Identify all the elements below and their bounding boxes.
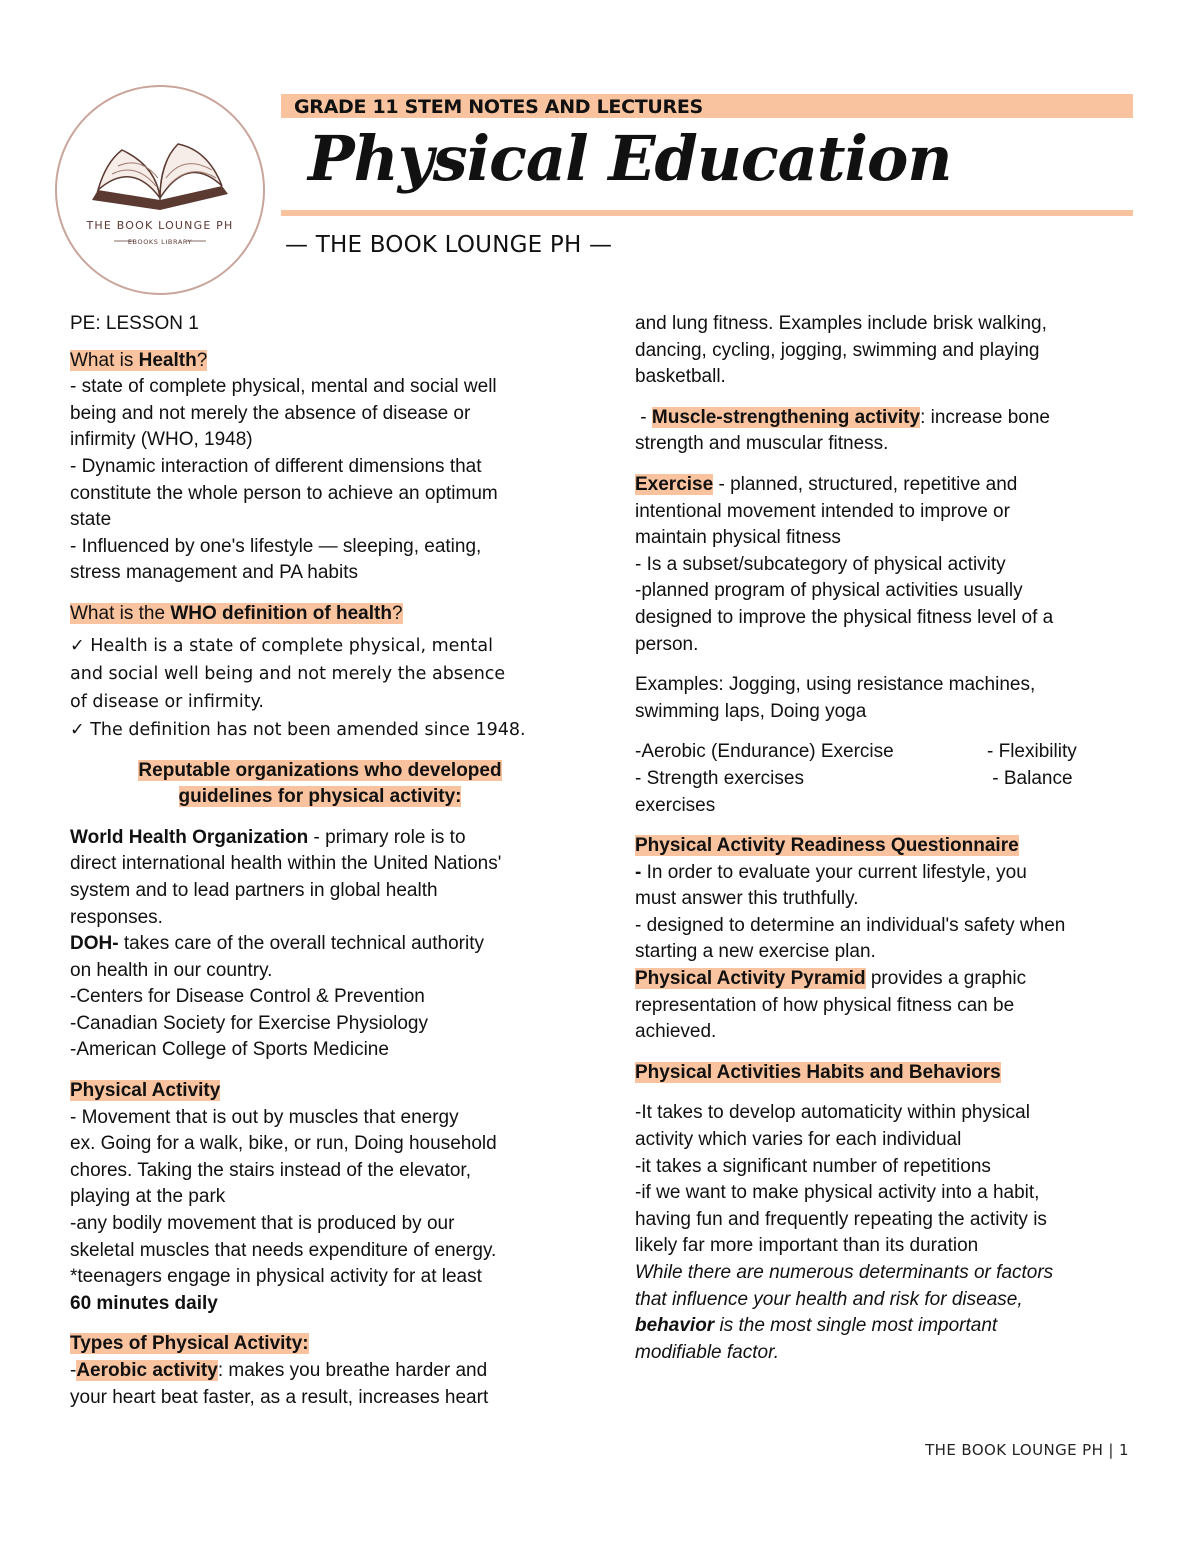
who-q-post: ?: [391, 602, 403, 624]
open-book-icon: [92, 144, 228, 210]
who-line: of disease or infirmity.: [70, 691, 264, 712]
parq-heading-text: Physical Activity Readiness Questionnaire: [635, 835, 1019, 857]
parq-dash: -: [635, 861, 642, 883]
pa-bold-end: 60 minutes daily: [70, 1292, 218, 1314]
pa-line: chores. Taking the stairs instead of the elevator,: [70, 1159, 471, 1181]
pa-line: -any bodily movement that is produced by our: [70, 1213, 455, 1235]
aerobic-line-2: your heart beat faster, as a result, increases heart: [70, 1386, 489, 1408]
italic-rest: is the most single most important: [714, 1315, 998, 1337]
types-grid-row: [635, 739, 1135, 766]
org-item: -Canadian Society for Exercise Physiology: [70, 1012, 429, 1034]
header-rule: [281, 210, 1133, 216]
examples-line: swimming laps, Doing yoga: [635, 700, 867, 722]
health-q-post: ?: [196, 349, 208, 371]
pa-heading: [70, 1078, 570, 1105]
italic-line: [635, 1313, 1135, 1340]
right-column: [635, 311, 1135, 1366]
pa-line: playing at the park: [70, 1186, 226, 1208]
parq-line: [635, 860, 1135, 887]
orgs-heading-line: guidelines for physical activity:: [178, 786, 462, 808]
habits-item: having fun and frequently repeating the activity is: [635, 1208, 1047, 1230]
doh-bold: DOH-: [70, 933, 119, 955]
exercise-item: maintain physical fitness: [635, 527, 841, 549]
examples-line: Examples: Jogging, using resistance machines,: [635, 674, 1036, 696]
aerobic-cont: and lung fitness. Examples include brisk walking,: [635, 313, 1047, 334]
habits-item: -it takes a significant number of repetitions: [635, 1155, 991, 1177]
habits-item: activity which varies for each individual: [635, 1129, 962, 1151]
types-heading: [70, 1331, 570, 1358]
italic-bold: behavior: [635, 1315, 715, 1337]
types-grid-row: [635, 766, 1135, 793]
exercise-item: intentional movement intended to improve or: [635, 500, 1010, 522]
doh-line: on health in our country.: [70, 959, 273, 981]
exercise-item: - Is a subset/subcategory of physical activity: [635, 553, 1006, 575]
who-question: [70, 601, 570, 628]
types-grid-cell: - Strength exercises: [635, 767, 804, 789]
types-heading-text: Types of Physical Activity:: [70, 1333, 309, 1355]
header-subtitle: GRADE 11 STEM NOTES AND LECTURES: [294, 96, 703, 118]
habits-heading: [635, 1060, 1135, 1087]
pyramid-rest: provides a graphic: [865, 968, 1027, 990]
types-grid-cell: - Flexibility: [987, 741, 1077, 763]
health-line: infirmity (WHO, 1948): [70, 429, 253, 451]
doh: [70, 931, 570, 958]
aerobic-rest: : makes you breathe harder and: [217, 1360, 488, 1381]
who-org-line: direct international health within the United Nations': [70, 853, 502, 875]
health-line: - Influenced by one's lifestyle — sleeping, eating,: [70, 535, 482, 557]
exercise-line: [635, 472, 1135, 499]
who-org-bold: World Health Organization: [70, 826, 309, 848]
org-item: -Centers for Disease Control & Prevention: [70, 986, 425, 1008]
logo-emblem: [52, 82, 268, 298]
aerobic-dash: -: [70, 1360, 77, 1381]
org-item: -American College of Sports Medicine: [70, 1039, 389, 1061]
muscle-rest: : increase bone: [920, 406, 1050, 428]
types-grid-cell: - Balance: [987, 767, 1073, 789]
doh-rest: takes care of the overall technical authority: [118, 933, 484, 955]
who-org: [70, 825, 570, 852]
health-line: state: [70, 509, 112, 531]
health-line: constitute the whole person to achieve an optimum: [70, 482, 498, 504]
who-org-line: system and to lead partners in global health: [70, 879, 438, 901]
aerobic-line: [70, 1358, 570, 1385]
exercise-item: designed to improve the physical fitness level of a: [635, 606, 1054, 628]
orgs-heading: [70, 784, 570, 811]
who-q-bold: WHO definition of health: [170, 602, 392, 624]
pa-line: ex. Going for a walk, bike, or run, Doing household: [70, 1133, 497, 1155]
muscle-line: [635, 405, 1135, 432]
aerobic-bold: Aerobic activity: [76, 1360, 218, 1381]
types-grid-cell: -Aerobic (Endurance) Exercise: [635, 741, 894, 763]
health-q-pre: What is: [70, 349, 139, 371]
page-footer: THE BOOK LOUNGE PH | 1: [925, 1441, 1129, 1459]
health-q-bold: Health: [138, 349, 197, 371]
parq-heading: [635, 833, 1135, 860]
italic-line: that influence your health and risk for disease,: [635, 1288, 1023, 1310]
muscle-bold: Muscle-strengthening activity: [651, 406, 921, 428]
habits-heading-text: Physical Activities Habits and Behaviors: [635, 1061, 1001, 1083]
who-org-line: responses.: [70, 906, 163, 928]
pa-line: skeletal muscles that needs expenditure of energy.: [70, 1239, 497, 1261]
pyramid-item: representation of how physical fitness can be: [635, 994, 1015, 1016]
italic-last: modifiable factor.: [635, 1341, 779, 1363]
pyramid-line: [635, 966, 1135, 993]
health-question: [70, 348, 570, 375]
parq-rest: In order to evaluate your current lifestyle, you: [641, 861, 1027, 883]
habits-item: -if we want to make physical activity into a habit,: [635, 1182, 1040, 1204]
header-brand: — THE BOOK LOUNGE PH —: [285, 232, 613, 258]
exercise-item: -planned program of physical activities usually: [635, 580, 1023, 602]
exercise-rest: - planned, structured, repetitive and: [713, 473, 1018, 495]
orgs-heading-line: Reputable organizations who developed: [138, 759, 502, 781]
who-line: ✓ The definition has not been amended since 1948.: [70, 719, 526, 740]
parq-item: starting a new exercise plan.: [635, 941, 876, 963]
pyramid-bold: Physical Activity Pyramid: [635, 968, 866, 990]
habits-item: -It takes to develop automaticity within physical: [635, 1102, 1030, 1124]
health-line: stress management and PA habits: [70, 562, 358, 584]
health-line: - state of complete physical, mental and social well: [70, 376, 497, 398]
health-line: - Dynamic interaction of different dimensions that: [70, 455, 482, 477]
exercise-item: person.: [635, 633, 699, 655]
pa-heading-text: Physical Activity: [70, 1080, 221, 1102]
logo-tagline: EBOOKS LIBRARY: [127, 238, 193, 246]
who-org-rest: - primary role is to: [308, 826, 466, 848]
who-q-pre: What is the: [70, 602, 171, 624]
logo: [52, 82, 268, 298]
italic-line: While there are numerous determinants or factors: [635, 1262, 1054, 1283]
who-line: ✓ Health is a state of complete physical, mental: [70, 635, 493, 656]
exercise-bold: Exercise: [635, 473, 714, 495]
page-title: Physical Education: [308, 122, 952, 195]
types-grid-tail: exercises: [635, 794, 716, 816]
habits-item: likely far more important than its duration: [635, 1235, 979, 1257]
left-column: [70, 311, 570, 1411]
parq-item: - designed to determine an individual's safety when: [635, 914, 1066, 936]
aerobic-cont: basketball.: [635, 366, 726, 388]
parq-line-2: must answer this truthfully.: [635, 888, 859, 910]
who-line: and social well being and not merely the absence: [70, 663, 506, 684]
health-line: being and not merely the absence of disease or: [70, 402, 471, 424]
pa-line: - Movement that is out by muscles that energy: [70, 1106, 459, 1128]
muscle-line-2: strength and muscular fitness.: [635, 433, 889, 455]
muscle-dash: -: [635, 406, 652, 428]
orgs-heading: [70, 758, 570, 785]
lesson-title: PE: LESSON 1: [70, 313, 199, 334]
logo-name: THE BOOK LOUNGE PH: [86, 219, 234, 232]
pa-line: *teenagers engage in physical activity for at least: [70, 1266, 482, 1288]
aerobic-cont: dancing, cycling, jogging, swimming and playing: [635, 339, 1040, 361]
pyramid-item: achieved.: [635, 1021, 717, 1043]
